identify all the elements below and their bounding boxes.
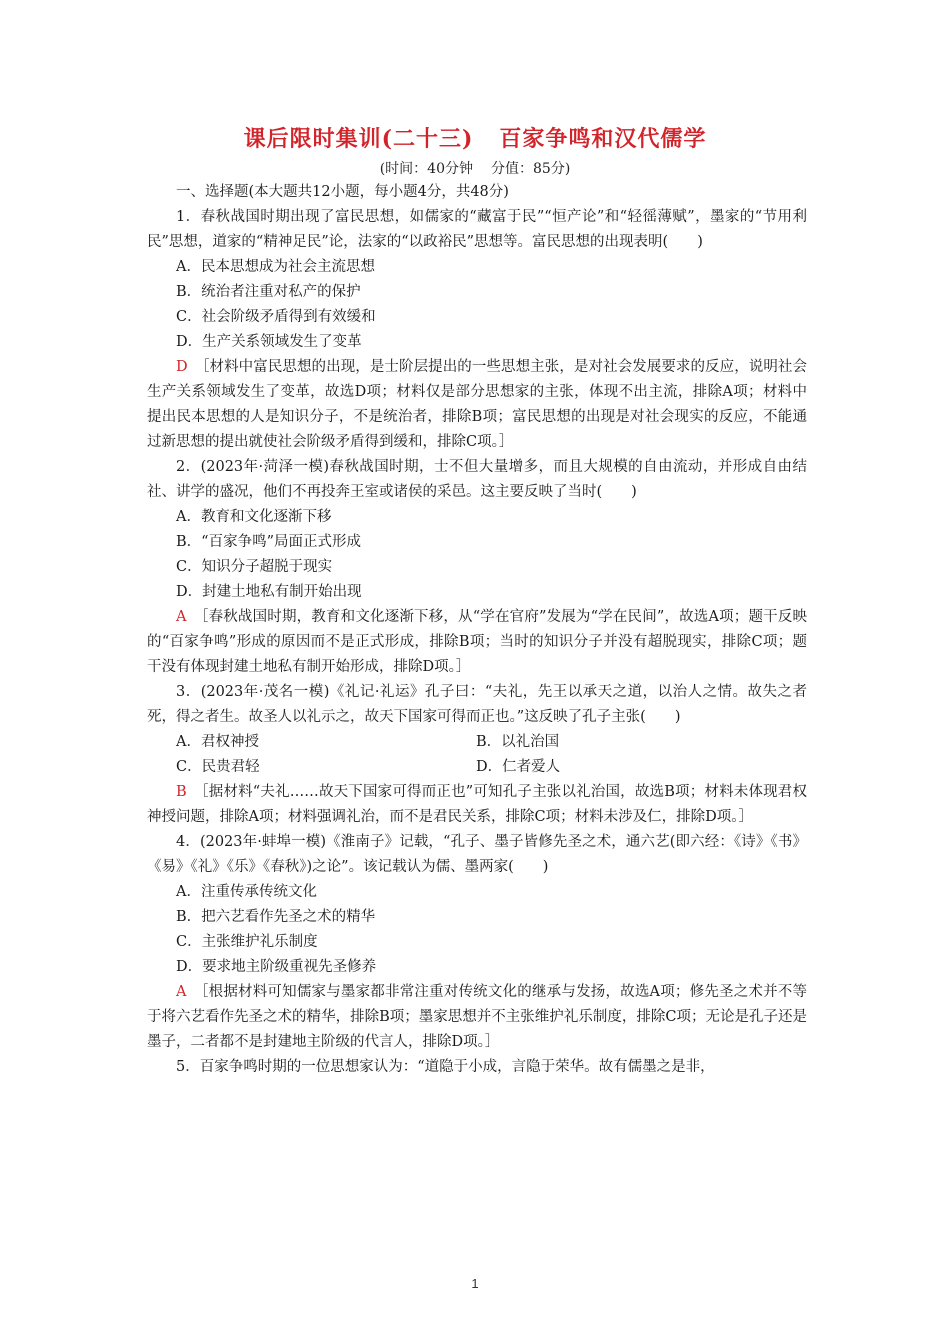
question-2-option-b: B．“百家争鸣”局面正式形成 — [176, 534, 361, 550]
title-series: 课后限时集训(二十三) — [243, 126, 474, 152]
question-4-explanation-text: ［根据材料可知儒家与墨家都非常注重对传统文化的继承与发扬，故选A项；修先圣之术并不等于将六艺看作先圣之术的精华，排除B项；墨家思想并不主张维护礼乐制度，排除C项；无论是孔子还是墨子，二者都不是封建地主阶级的代言人，排除D项。］ — [147, 984, 807, 1050]
question-4-option-c: C．主张维护礼乐制度 — [176, 934, 318, 950]
question-4-option-b: B．把六艺看作先圣之术的精华 — [176, 909, 376, 925]
question-4-explanation — [147, 980, 807, 1055]
question-5-stem: 5．百家争鸣时期的一位思想家认为：“道隐于小成，言隐于荣华。故有儒墨之是非， — [176, 1059, 715, 1075]
question-3-explanation — [147, 780, 807, 830]
score-total: 分值：85分) — [491, 161, 571, 177]
question-2-option-c: C．知识分子超脱于现实 — [176, 559, 333, 575]
question-2-stem: 2．(2023年·菏泽一模)春秋战国时期，士不但大量增多，而且大规模的自由流动，并形成自由结社、讲学的盛况，他们不再投奔王室或诸侯的采邑。这主要反映了当时( ) — [147, 459, 807, 500]
section-heading: 一、选择题(本大题共12小题，每小题4分，共48分) — [176, 184, 509, 200]
page-number: 1 — [471, 1276, 479, 1291]
question-1-option-a: A．民本思想成为社会主流思想 — [176, 259, 375, 275]
question-3-option-c: C．民贵君轻 — [176, 759, 260, 775]
question-2-option-a: A．教育和文化逐渐下移 — [176, 509, 332, 525]
question-3-stem: 3．(2023年·茂名一模)《礼记·礼运》孔子曰：“夫礼，先王以承天之道，以治人之情。故失之者死，得之者生。故圣人以礼示之，故天下国家可得而正也。”这反映了孔子主张( ) — [147, 684, 807, 725]
question-1-option-c: C．社会阶级矛盾得到有效缓和 — [176, 309, 376, 325]
question-4-answer-key: A — [176, 984, 187, 1000]
question-3-options-row-2 — [147, 755, 807, 780]
question-3-answer-key: B — [176, 784, 187, 800]
question-2-answer-key: A — [176, 609, 187, 625]
question-3-option-a: A．君权神授 — [176, 734, 259, 750]
question-1-stem: 1．春秋战国时期出现了富民思想，如儒家的“藏富于民”“恒产论”和“轻徭薄赋”，墨家的“节用利民”思想，道家的“精神足民”论，法家的“以政裕民”思想等。富民思想的出现表明( ) — [147, 209, 807, 250]
time-limit: (时间：40分钟 — [379, 161, 473, 177]
question-3-options-row-1 — [147, 730, 807, 755]
question-3-option-d: D．仁者爱人 — [476, 759, 561, 775]
question-2-option-d: D．封建土地私有制开始出现 — [176, 584, 362, 600]
page-title — [0, 122, 950, 153]
question-4-option-d: D．要求地主阶级重视先圣修养 — [176, 959, 377, 975]
question-3-explanation-text: ［据材料“夫礼……故天下国家可得而正也”可知孔子主张以礼治国，故选B项；材料未体现君权神授问题，排除A项；材料强调礼治，而不是君民关系，排除C项；材料未涉及仁，排除D项。］ — [147, 784, 807, 825]
question-4-option-a: A．注重传承传统文化 — [176, 884, 317, 900]
page-subtitle — [0, 158, 950, 178]
question-body — [147, 180, 807, 1080]
question-3-option-b: B．以礼治国 — [476, 734, 560, 750]
question-1-option-b: B．统治者注重对私产的保护 — [176, 284, 361, 300]
question-2-explanation — [147, 605, 807, 680]
question-1-answer-key: D — [176, 359, 188, 375]
question-1-option-d: D．生产关系领域发生了变革 — [176, 334, 362, 350]
question-2-explanation-text: ［春秋战国时期，教育和文化逐渐下移，从“学在官府”发展为“学在民间”，故选A项；题干反映的“百家争鸣”形成的原因而不是正式形成，排除B项；当时的知识分子并没有超脱现实，排除C项；题干没有体现封建土地私有制开始形成，排除D项。］ — [147, 609, 807, 675]
question-4-stem: 4．(2023年·蚌埠一模)《淮南子》记载，“孔子、墨子皆修先圣之术，通六艺(即六经：《诗》《书》《易》《礼》《乐》《春秋》)之论”。该记载认为儒、墨两家( ) — [147, 834, 807, 875]
title-topic: 百家争鸣和汉代儒学 — [499, 126, 707, 152]
question-1-explanation — [147, 355, 807, 455]
question-1-explanation-text: ［材料中富民思想的出现，是士阶层提出的一些思想主张，是对社会发展要求的反应，说明社会生产关系领域发生了变革，故选D项；材料仅是部分思想家的主张，体现不出主流，排除A项；材料中提出民本思想的人是知识分子，不是统治者，排除B项；富民思想的出现是对社会现实的反应，不能通过新思想的提出就使社会阶级矛盾得到缓和，排除C项。］ — [147, 359, 807, 450]
